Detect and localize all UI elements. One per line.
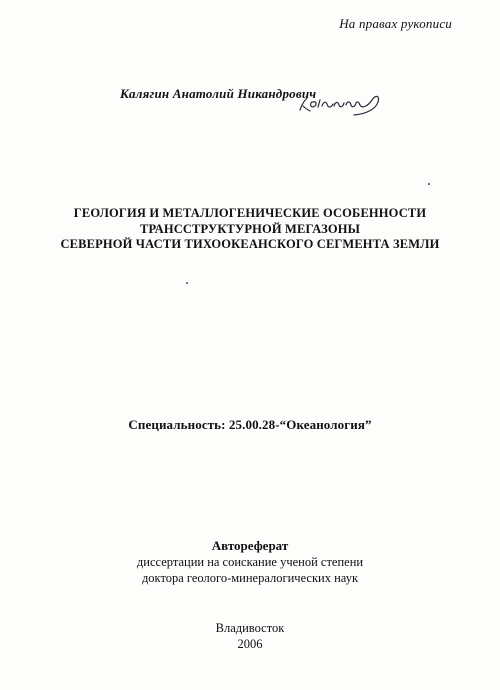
author-name: Калягин Анатолий Никандрович [120, 86, 317, 101]
dissertation-title [20, 206, 480, 253]
specialty-line: Специальность: 25.00.28-“Океанология” [128, 417, 372, 432]
abstract-block [0, 537, 500, 586]
abstract-line-2: доктора геолого-минералогических наук [141, 571, 359, 585]
abstract-line-1: диссертации на соискание ученой степени [136, 555, 364, 569]
manuscript-note: На правах рукописи [339, 16, 452, 31]
signature-icon [296, 84, 388, 120]
scan-speck [428, 183, 430, 185]
year: 2006 [237, 637, 263, 651]
title-line-3: СЕВЕРНОЙ ЧАСТИ ТИХООКЕАНСКОГО СЕГМЕНТА ЗЕМЛИ [60, 237, 440, 251]
title-line-1: ГЕОЛОГИЯ И МЕТАЛЛОГЕНИЧЕСКИЕ ОСОБЕННОСТИ [73, 206, 427, 220]
scan-speck [186, 282, 188, 284]
author-line [120, 86, 316, 102]
city: Владивосток [215, 621, 285, 635]
title-line-2: ТРАНССТРУКТУРНОЙ МЕГАЗОНЫ [139, 221, 361, 236]
abstract-title: Автореферат [211, 538, 289, 553]
city-year-block [0, 620, 500, 652]
